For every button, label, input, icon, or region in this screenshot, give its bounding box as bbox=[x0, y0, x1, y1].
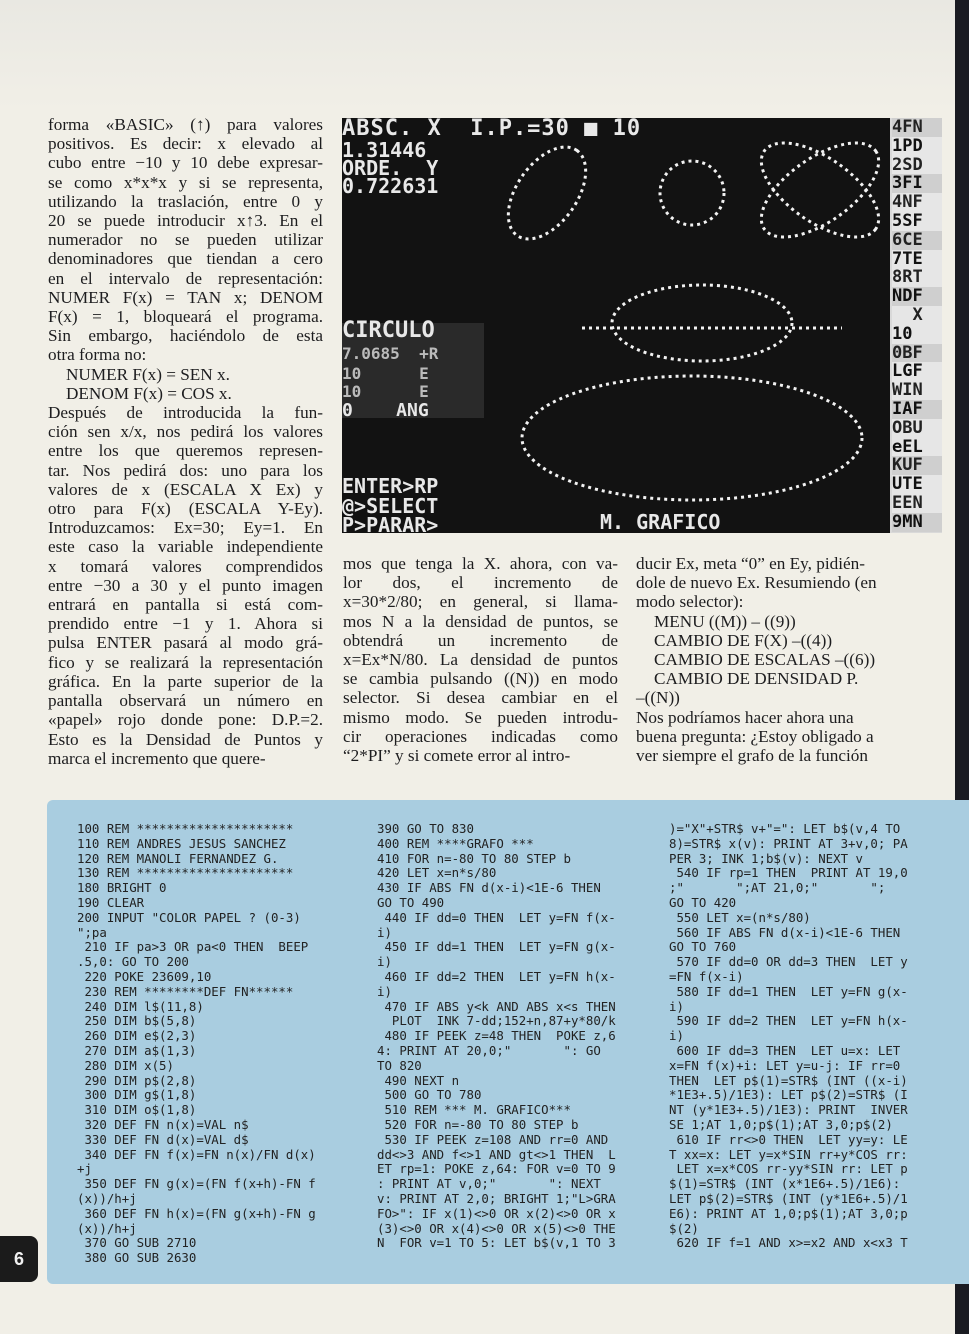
text-line: mos que tenga la X. ahora, con va- bbox=[343, 554, 618, 573]
text-line: Esto es la Densidad de Puntos y bbox=[48, 729, 323, 749]
text-line: otra forma no: bbox=[48, 345, 147, 365]
text-line: en el intervalo de representación: bbox=[48, 268, 323, 288]
text-line: Después de introducida la fun- bbox=[48, 403, 323, 423]
screen-side-menu-item: EEN bbox=[892, 494, 942, 513]
text-column-3 bbox=[636, 554, 916, 765]
screen-photo bbox=[342, 118, 942, 533]
screen-orde-label: ORDE. Y bbox=[342, 156, 439, 180]
text-line: obtendrá un incremento de bbox=[343, 630, 618, 650]
text-column-2 bbox=[343, 554, 618, 765]
screen-menu-enter: ENTER>RP bbox=[342, 474, 439, 498]
ellipse-rotated-right-b bbox=[746, 125, 894, 255]
screen-side-menu-item: 2SD bbox=[892, 156, 942, 175]
text-line: positivos. Es decir: x elevado al bbox=[48, 134, 323, 154]
text-line: selector. Si desea cambiar en el bbox=[343, 688, 618, 708]
text-line: –((N)) bbox=[636, 688, 680, 708]
screen-menu-select: @>SELECT bbox=[342, 494, 439, 518]
basic-listing-panel bbox=[47, 800, 969, 1284]
text-line: modo selector): bbox=[636, 592, 744, 612]
screen-side-menu-item: KUF bbox=[892, 456, 942, 475]
screen-absc-value: 1.31446 bbox=[342, 138, 427, 162]
text-line: CAMBIO DE ESCALAS –((6)) bbox=[654, 650, 876, 670]
text-line: CAMBIO DE F(X) –((4)) bbox=[654, 630, 833, 650]
listing-column-2: 390 GO TO 830 400 REM ****GRAFO *** 410 FOR n=-80 TO 80 STEP b 420 LET x=n*s/80 430 IF ABS FN d(x-i)<1E-6 THEN GO TO 490 440 IF dd=0 THEN LET y=FN f(x- i) 450 IF dd=1 THEN LET y=FN g(x- i) 460 IF dd=2 THEN LET y=FN h(x- i) 470 IF ABS y<k AND ABS x<s THEN PLOT INK 7-dd;152+n,87+y*80/k 480 IF PEEK z=48 THEN POKE z,6 4: PRINT AT 20,0;" ": GO TO 820 490 NEXT n 500 GO TO 780 510 REM *** M. GRAFICO*** 520 FOR n=-80 TO 80 STEP b 530 IF PEEK z=108 AND rr=0 AND dd<>3 AND f<>1 AND gt<>1 THEN L ET rp=1: POKE z,64: FOR v=0 TO 9 : PRINT AT v,0;" ": NEXT v: PRINT AT 2,0; BRIGHT 1;"L>GRA FO>": IF x(1)<>0 OR x(2)<>0 OR x (3)<>0 OR x(4)<>0 OR x(5)<>0 THE N FOR v=1 TO 5: LET b$(v,1 TO 3 bbox=[377, 821, 616, 1251]
screen-side-menu-item: 9MN bbox=[892, 513, 942, 532]
screen-param-ang: 0 ANG bbox=[342, 400, 429, 421]
text-line: 20 se puede introducir x↑3. En el bbox=[48, 211, 323, 231]
text-line: dole de nuevo Ex. Resumiendo (en bbox=[636, 573, 877, 593]
ellipse-rotated-left bbox=[493, 133, 602, 253]
screen-orde-value: 0.722631 bbox=[342, 174, 439, 198]
screen-side-menu bbox=[892, 118, 942, 532]
text-line: DENOM F(x) = COS x. bbox=[66, 383, 232, 403]
screen-side-menu-item: 10 bbox=[892, 325, 942, 344]
text-line: entre los que queremos represen- bbox=[48, 441, 323, 461]
text-line: numerador no se pueden utilizar bbox=[48, 230, 323, 250]
screen-menu-parar: P>PARAR> bbox=[342, 513, 439, 533]
screen-circulo-label: CIRCULO bbox=[342, 318, 435, 343]
screen-mode-label: M. GRAFICO bbox=[600, 510, 721, 533]
text-line: Nos podríamos hacer ahora una bbox=[636, 707, 854, 727]
ellipse-large bbox=[522, 376, 862, 500]
text-line: fico y se realizará la representación bbox=[48, 652, 323, 672]
screen-side-menu-item: eEL bbox=[892, 438, 942, 457]
screen-side-menu-item: 6CE bbox=[892, 231, 942, 250]
text-line: prendido entre −1 y 1. Ahora si bbox=[48, 614, 323, 634]
screen-param-3: 10 E bbox=[342, 382, 429, 401]
screen-side-menu-item: UTE bbox=[892, 475, 942, 494]
screen-side-menu-item: 1PD bbox=[892, 137, 942, 156]
text-line: CAMBIO DE DENSIDAD P. bbox=[654, 669, 859, 689]
text-line: pantalla observará un número en bbox=[48, 691, 323, 711]
text-line: denominadores que tiendan a cero bbox=[48, 249, 323, 269]
text-line: marca el incremento que quere- bbox=[48, 748, 266, 768]
listing-column-3: )="X"+STR$ v+"=": LET b$(v,4 TO 8)=STR$ x(v): PRINT AT 3+v,0; PA PER 3; INK 1;b$(v): NEXT v 540 IF rp=1 THEN PRINT AT 19,0 ;" ";AT 21,0;" "; GO TO 420 550 LET x=(n*s/80) 560 IF ABS FN d(x-i)<1E-6 THEN GO TO 760 570 IF dd=0 OR dd=3 THEN LET y =FN f(x-i) 580 IF dd=1 THEN LET y=FN g(x- i) 590 IF dd=2 THEN LET y=FN h(x- i) 600 IF dd=3 THEN LET u=x: LET x=FN f(x)+i: LET y=u-j: IF rr=0 THEN LET p$(1)=STR$ (INT ((x-i) *1E3+.5)/1E3): LET p$(2)=STR$ (I NT (y*1E3+.5)/1E3): PRINT INVER SE 1;AT 1,0;p$(1);AT 3,0;p$(2) 610 IF rr<>0 THEN LET yy=y: LE T xx=x: LET y=x*SIN rr+y*COS rr: LET x=x*COS rr-yy*SIN rr: LET p $(1)=STR$ (INT (x*1E6+.5)/1E6): LET p$(2)=STR$ (INT (y*1E6+.5)/1 E6): PRINT AT 1,0;p$(1);AT 3,0;p $(2) 620 IF f=1 AND x>=x2 AND x<x3 T bbox=[669, 821, 908, 1251]
text-line: entrará en pantalla si está com- bbox=[48, 595, 323, 615]
ellipse-rotated-right-a bbox=[746, 125, 894, 255]
text-line: utilizando la traslación, entre 0 y bbox=[48, 191, 323, 211]
text-line: Introduzcamos: Ex=30; Ey=1. En bbox=[48, 518, 323, 538]
screen-side-menu-item: OBU bbox=[892, 419, 942, 438]
page-number: 6 bbox=[0, 1236, 38, 1282]
text-line: «papel» rojo donde pone: D.P.=2. bbox=[48, 710, 323, 730]
screen-side-menu-item: 4NF bbox=[892, 193, 942, 212]
text-line: Sin embargo, haciéndolo de esta bbox=[48, 326, 323, 346]
text-line: buena pregunta: ¿Estoy obligado a bbox=[636, 726, 874, 746]
screen-side-menu-item: LGF bbox=[892, 362, 942, 381]
ellipse-middle bbox=[612, 285, 792, 361]
listing-column-1: 100 REM ********************* 110 REM ANDRES JESUS SANCHEZ 120 REM MANOLI FERNANDEZ G. 130 REM ********************* 180 BRIGHT 0 190 CLEAR 200 INPUT "COLOR PAPEL ? (0-3) ";pa 210 IF pa>3 OR pa<0 THEN BEEP .5,0: GO TO 200 220 POKE 23609,10 230 REM ********DEF FN****** 240 DIM l$(11,8) 250 DIM b$(5,8) 260 DIM e$(2,3) 270 DIM a$(1,3) 280 DIM x(5) 290 DIM p$(2,8) 300 DIM g$(1,8) 310 DIM o$(1,8) 320 DEF FN n(x)=VAL n$ 330 DEF FN d(x)=VAL d$ 340 DEF FN f(x)=FN n(x)/FN d(x) +j 350 DEF FN g(x)=(FN f(x+h)-FN f (x))/h+j 360 DEF FN h(x)=(FN g(x+h)-FN g (x))/h+j 370 GO SUB 2710 380 GO SUB 2630 bbox=[77, 821, 316, 1266]
text-line: otro para F(x) (ESCALA Y-Ey). bbox=[48, 499, 323, 519]
text-line: forma «BASIC» (↑) para valores bbox=[48, 115, 323, 134]
text-line: mos N a la densidad de puntos, se bbox=[343, 611, 618, 631]
screen-side-menu-item: 8RT bbox=[892, 268, 942, 287]
screen-side-menu-item: X bbox=[892, 306, 942, 325]
text-line: NUMER F(x) = SEN x. bbox=[66, 364, 230, 384]
text-line: x=Ex*N/80. La densidad de puntos bbox=[343, 650, 618, 670]
screen-side-menu-item: NDF bbox=[892, 287, 942, 306]
text-line: cubo entre −10 y 10 debe expresar- bbox=[48, 153, 323, 173]
text-line: x tomará valores comprendidos bbox=[48, 556, 323, 576]
text-line: ver siempre el grafo de la función bbox=[636, 746, 868, 766]
text-line: se como x*x*x y si se representa, bbox=[48, 172, 323, 192]
text-line: tar. Nos pedirá dos: uno para los bbox=[48, 460, 323, 480]
text-line: gráfica. En la parte superior de la bbox=[48, 671, 323, 691]
text-line: valores de x (ESCALA X Ex) y bbox=[48, 479, 323, 499]
screen-side-menu-item: 0BF bbox=[892, 344, 942, 363]
text-line: “2*PI” y si comete error al intro- bbox=[343, 746, 571, 766]
text-line: x=30*2/80; en general, si llama- bbox=[343, 592, 618, 612]
text-line: F(x) = 1, bloqueará el programa. bbox=[48, 307, 323, 327]
screen-side-menu-item: 7TE bbox=[892, 250, 942, 269]
circle-center bbox=[660, 161, 724, 225]
text-line: este caso la variable independiente bbox=[48, 537, 323, 557]
text-line: se cambia pulsando ((N)) en modo bbox=[343, 669, 618, 689]
text-column-1 bbox=[48, 115, 323, 768]
text-line: NUMER F(x) = TAN x; DENOM bbox=[48, 287, 323, 307]
text-line: mismo modo. Se pueden introdu- bbox=[343, 707, 618, 727]
text-line: MENU ((M)) – ((9)) bbox=[654, 611, 796, 631]
screen-side-menu-item: WIN bbox=[892, 381, 942, 400]
screen-top-readout: ABSC. X I.P.=30 ■ 10 bbox=[342, 118, 642, 141]
text-line: cir operaciones indicadas como bbox=[343, 726, 618, 746]
screen-side-menu-item: IAF bbox=[892, 400, 942, 419]
screen-param-1: 7.0685 +R bbox=[342, 344, 439, 363]
page-header-shadow bbox=[0, 0, 969, 110]
text-line: pulsa ENTER pasará al modo grá- bbox=[48, 633, 323, 653]
text-line: ción sen x/x, nos pedirá los valores bbox=[48, 422, 323, 442]
screen-param-2: 10 E bbox=[342, 364, 429, 383]
screen-side-menu-item: 3FI bbox=[892, 174, 942, 193]
screen-side-menu-item: 5SF bbox=[892, 212, 942, 231]
text-line: entre −30 a 30 y el punto imagen bbox=[48, 575, 323, 595]
screen-side-menu-item: 4FN bbox=[892, 118, 942, 137]
text-line: lor dos, el incremento de bbox=[343, 573, 618, 593]
text-line: ducir Ex, meta “0” en Ey, pidién- bbox=[636, 554, 865, 573]
